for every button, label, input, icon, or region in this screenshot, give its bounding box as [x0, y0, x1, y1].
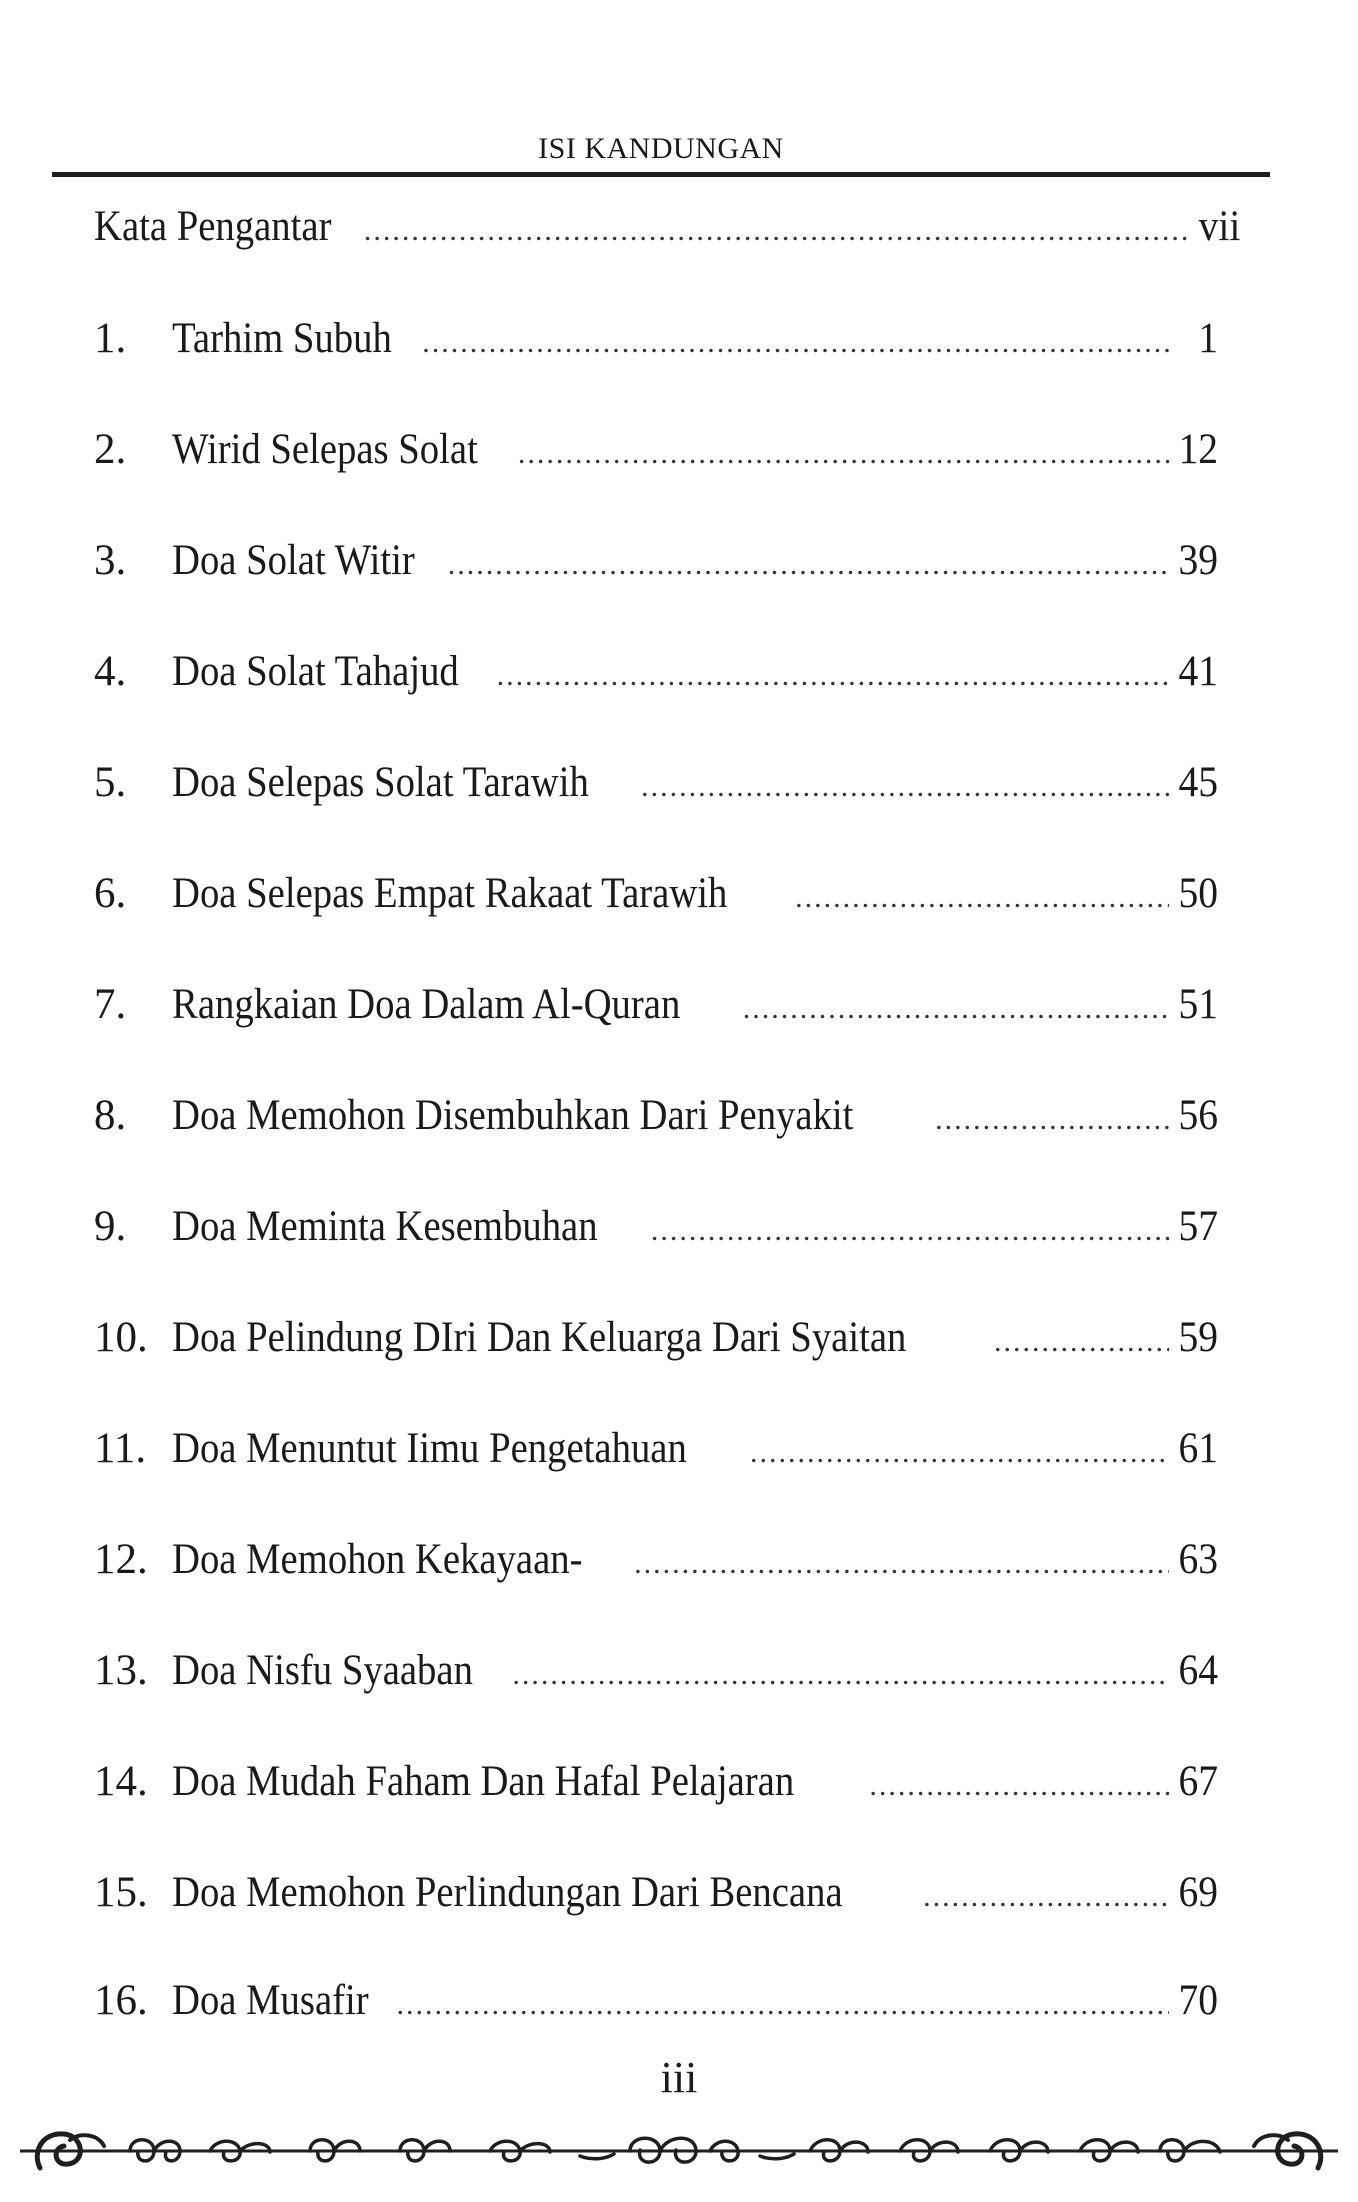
toc-entry-number: 13. [94, 1647, 148, 1694]
dot-leader [634, 1549, 1169, 1579]
toc-entry-title: Doa Musafir [172, 1977, 369, 2024]
toc-entry-page: 70 [1178, 1977, 1218, 2024]
toc-entry-page: 57 [1178, 1203, 1218, 1250]
toc-entry-page: 1 [1198, 315, 1218, 362]
dot-leader [397, 1990, 1169, 2020]
toc-entry-number: 16. [94, 1977, 148, 2024]
toc-entry [94, 1205, 1218, 1248]
toc-entry-page: 41 [1178, 648, 1218, 695]
dot-leader [935, 1105, 1169, 1135]
toc-entry-title: Doa Memohon Kekayaan- [172, 1536, 583, 1583]
dot-leader [743, 994, 1169, 1024]
toc-entry-title: Rangkaian Doa Dalam Al-Quran [172, 981, 681, 1028]
toc-entry-title: Doa Selepas Empat Rakaat Tarawih [172, 870, 728, 917]
toc-entry-number: 6. [94, 870, 127, 917]
toc-entry-page: 39 [1178, 537, 1218, 584]
toc-entry [94, 1649, 1218, 1692]
toc-entry-number: 14. [94, 1758, 148, 1805]
toc-entry [94, 761, 1218, 804]
toc-entry [94, 428, 1218, 471]
toc-entry [94, 317, 1218, 360]
toc-entry-page: 69 [1178, 1869, 1218, 1916]
toc-entry-number: 8. [94, 1092, 127, 1139]
dot-leader [795, 883, 1169, 913]
toc-entry [94, 1871, 1218, 1914]
page-number: iii [660, 2053, 698, 2102]
dot-leader [364, 216, 1189, 246]
running-head: ISI KANDUNGAN [538, 132, 784, 165]
toc-entry-page: 59 [1178, 1314, 1218, 1361]
toc-entry-number: 2. [94, 426, 127, 473]
toc-entry [94, 650, 1218, 693]
toc-entry-title: Doa Pelindung DIri Dan Keluarga Dari Syaitan [172, 1314, 907, 1361]
toc-entry [94, 1979, 1218, 2022]
toc-entry [94, 872, 1218, 915]
dot-leader [651, 1216, 1169, 1246]
toc-entry-title: Doa Nisfu Syaaban [172, 1647, 473, 1694]
toc-entry-number: 9. [94, 1203, 127, 1250]
dot-leader [512, 1660, 1169, 1690]
toc-entry-number: 11. [94, 1425, 147, 1472]
toc-entry-page: 56 [1178, 1092, 1218, 1139]
toc-entry-page: 64 [1178, 1647, 1218, 1694]
toc-entry-page: 50 [1178, 870, 1218, 917]
toc-entry [94, 1094, 1218, 1137]
toc-entry-title: Doa Memohon Disembuhkan Dari Penyakit [172, 1092, 854, 1139]
toc-entry [94, 1316, 1218, 1359]
dot-leader [641, 772, 1169, 802]
toc-entry-title: Doa Solat Tahajud [172, 648, 459, 695]
dot-leader [994, 1327, 1169, 1357]
toc-entry [94, 1760, 1218, 1803]
toc-entry-title: Doa Memohon Perlindungan Dari Bencana [172, 1869, 843, 1916]
toc-entry-number: 10. [94, 1314, 148, 1361]
toc-entry [94, 1427, 1218, 1470]
toc-entry-page: 61 [1178, 1425, 1218, 1472]
toc-entry-page: vii [1198, 203, 1240, 250]
header-rule [52, 172, 1270, 177]
toc-entry-page: 63 [1178, 1536, 1218, 1583]
toc-entry-number: 12. [94, 1536, 148, 1583]
dot-leader [869, 1771, 1169, 1801]
toc-entry-title: Tarhim Subuh [172, 315, 392, 362]
toc-entry-title: Doa Meminta Kesembuhan [172, 1203, 598, 1250]
toc-entry-page: 51 [1178, 981, 1218, 1028]
toc-entry-preface [94, 205, 1240, 248]
toc-entry-title: Wirid Selepas Solat [172, 426, 478, 473]
dot-leader [518, 439, 1169, 469]
dot-leader [422, 328, 1172, 358]
dot-leader [497, 661, 1169, 691]
dot-leader [448, 550, 1169, 580]
toc-entry [94, 983, 1218, 1026]
toc-entry-number: 15. [94, 1869, 148, 1916]
toc-entry-title: Doa Mudah Faham Dan Hafal Pelajaran [172, 1758, 795, 1805]
toc-entry-title: Doa Menuntut Iimu Pengetahuan [172, 1425, 687, 1472]
toc-entry-page: 12 [1178, 426, 1218, 473]
toc-entry-page: 67 [1178, 1758, 1218, 1805]
toc-entry-title: Doa Selepas Solat Tarawih [172, 759, 589, 806]
toc-entry-page: 45 [1178, 759, 1218, 806]
toc-entry-number: 7. [94, 981, 127, 1028]
dot-leader [923, 1882, 1169, 1912]
toc-entry-number: 5. [94, 759, 127, 806]
toc-entry-number: 3. [94, 537, 127, 584]
toc-entry-title: Kata Pengantar [94, 203, 332, 250]
toc-entry [94, 539, 1218, 582]
decorative-border-ornament-icon [20, 2118, 1338, 2184]
toc-entry [94, 1538, 1218, 1581]
toc-entry-number: 1. [94, 315, 127, 362]
toc-entry-title: Doa Solat Witir [172, 537, 415, 584]
toc-entry-number: 4. [94, 648, 127, 695]
dot-leader [750, 1438, 1169, 1468]
